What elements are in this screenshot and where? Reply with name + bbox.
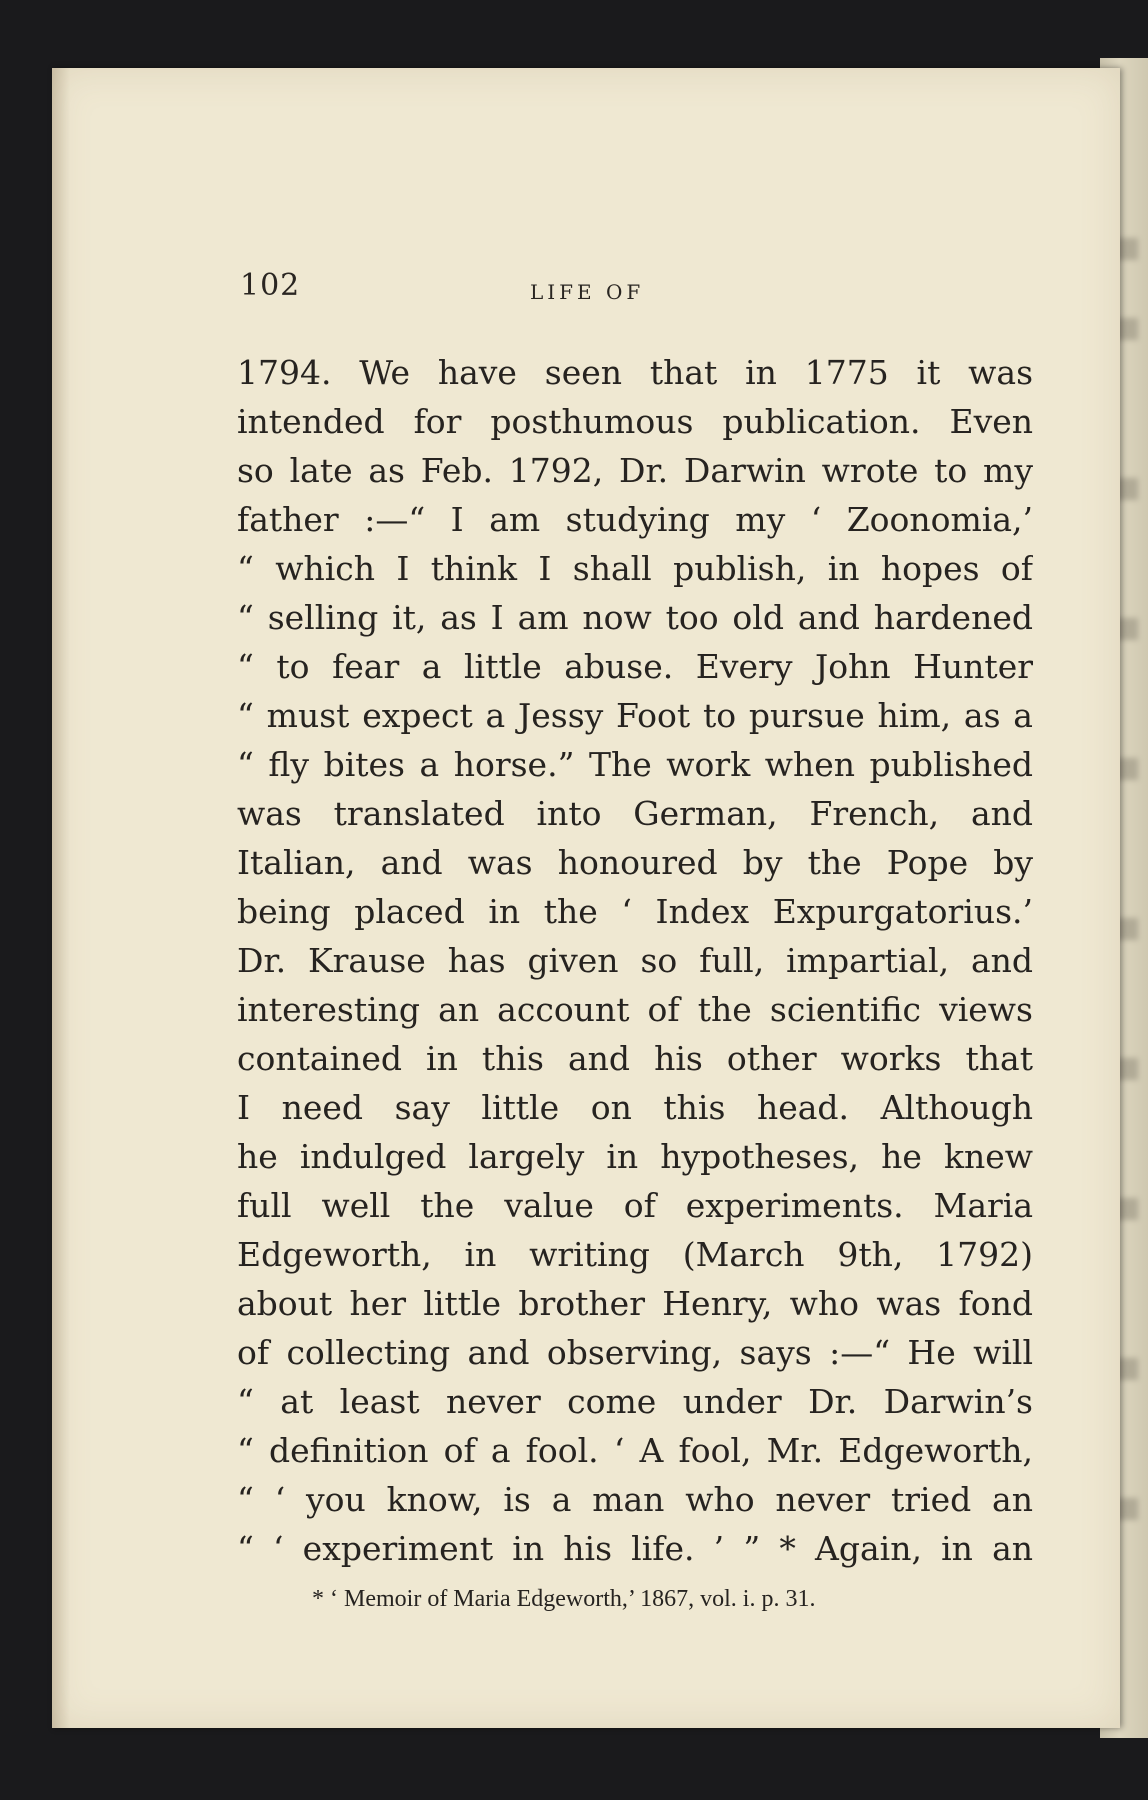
- gutter-shadow: [52, 68, 70, 1728]
- text-line: “ which I think I shall publish, in hopes of: [237, 549, 1033, 588]
- text-line: I need say little on this head. Although: [237, 1088, 1033, 1127]
- text-line: Dr. Krause has given so full, impartial, and: [237, 941, 1033, 980]
- text-line: of collecting and observing, says :—“ He will: [237, 1333, 1033, 1372]
- text-line: Italian, and was honoured by the Pope by: [237, 843, 1033, 882]
- text-line: “ selling it, as I am now too old and hardened: [237, 598, 1033, 637]
- text-line: being placed in the ‘ Index Expurgatorius.’: [237, 892, 1033, 931]
- text-line: intended for posthumous publication. Even: [237, 402, 1033, 441]
- text-line: “ ‘ experiment in his life. ’ ” * Again, in an: [237, 1529, 1033, 1568]
- text-line: “ at least never come under Dr. Darwin’s: [237, 1382, 1033, 1421]
- text-line: contained in this and his other works that: [237, 1039, 1033, 1078]
- text-line: 1794. We have seen that in 1775 it was: [237, 353, 1033, 392]
- body-text: [237, 348, 1033, 1573]
- text-line: “ to fear a little abuse. Every John Hunter: [237, 647, 1033, 686]
- text-line: about her little brother Henry, who was fond: [237, 1284, 1033, 1323]
- text-line: “ ‘ you know, is a man who never tried an: [237, 1480, 1033, 1519]
- footnote: * ‘ Memoir of Maria Edgeworth,’ 1867, vol. i. p. 31.: [312, 1586, 816, 1612]
- page-header: [52, 268, 1120, 316]
- running-title: LIFE OF: [530, 280, 645, 304]
- book-page: [52, 68, 1120, 1728]
- text-line: “ fly bites a horse.” The work when published: [237, 745, 1033, 784]
- text-line: full well the value of experiments. Maria: [237, 1186, 1033, 1225]
- text-line: interesting an account of the scientific views: [237, 990, 1033, 1029]
- text-line: was translated into German, French, and: [237, 794, 1033, 833]
- text-line: he indulged largely in hypotheses, he knew: [237, 1137, 1033, 1176]
- text-line: father :—“ I am studying my ‘ Zoonomia,’: [237, 500, 1033, 539]
- text-line: Edgeworth, in writing (March 9th, 1792): [237, 1235, 1033, 1274]
- text-line: “ must expect a Jessy Foot to pursue him, as a: [237, 696, 1033, 735]
- text-line: so late as Feb. 1792, Dr. Darwin wrote to my: [237, 451, 1033, 490]
- text-line: “ definition of a fool. ‘ A fool, Mr. Edgeworth,: [237, 1431, 1033, 1470]
- page-number: 102: [240, 268, 301, 303]
